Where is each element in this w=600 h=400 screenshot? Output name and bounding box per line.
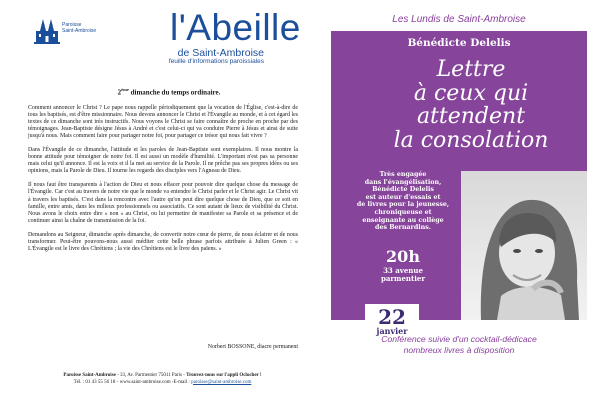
series-title: Les Lundis de Saint-Ambroise	[392, 14, 526, 25]
newsletter-tagline: feuille d'informations paroissiales	[168, 58, 264, 65]
bio-line: dans l'évangélisation,	[364, 178, 442, 186]
church-logo-icon	[34, 16, 60, 44]
event-address	[343, 267, 463, 283]
parish-logo-line: Paroisse	[62, 22, 82, 28]
event-month: janvier	[376, 326, 408, 336]
article-body	[28, 105, 298, 260]
event-title-line: attendent	[416, 104, 526, 129]
speaker-name: Bénédicte Delelis	[407, 37, 511, 49]
article-paragraph: Comment annoncer le Christ ? Le pape nous rappelle périodiquement que la vocation de l'Église, c'est-à-dire de tous les baptisés, est d'être missionnaire. Nous devons annoncer le Christ et l'Évangile au monde, et à cet égard les textes de ce dimanche sont très instructifs. Nous voyons le Christ se faire connaître de proche en proche par des témoignages. Jean-Baptiste désigne Jésus à André et c'est celui-ci qui va conduire Pierre à Jésus et ainsi de suite jusqu'à nous. Mais comment faire pour partager notre foi, pour partager ce trésor qui nous fait vivre ?	[28, 105, 298, 140]
bio-line: Bénédicte Delelis	[372, 186, 434, 194]
article-signature: Norbert BOSSONE, diacre permanent	[207, 344, 298, 350]
bio-line: Très engagée	[379, 171, 427, 178]
footer-email-link[interactable]: paroisse@saint-ambroise.com	[191, 379, 252, 385]
speaker-portrait-image	[461, 171, 587, 320]
event-title-line: à ceux qui	[413, 80, 529, 106]
footer-address: - 33, Av. Parmentier 75011 Paris -	[115, 373, 187, 378]
conference-note	[331, 334, 587, 355]
event-time: 20h	[386, 247, 420, 266]
article-paragraph: Demandons au Seigneur, dimanche après dimanche, de convertir notre cœur de pierre, de nous éclairer et de nous transformer. Peut-être pouvons-nous aussi méditer cette belle phrase parfois attribuée à Julien Green : « L'Évangile est le livre des Chrétiens ; la vie des Chrétiens est le livre des païens. »	[28, 231, 298, 252]
event-title-line: la consolation	[393, 127, 549, 153]
article-paragraph: Il nous faut être transparents à l'action de Dieu et nous effacer pour pouvoir dire quelque chose du message de l'Évangile. Car c'est au travers de notre vie que le monde va entendre le Christ parler et le Christ agir. Le Christ vit à travers les baptisés. C'est dans la rencontre avec l'autre qu'on peut dire quelque chose de Dieu, que ce soit en famille, entre amis, dans les milieux professionnels ou associatifs. Ce sont autant de lieux de visibilité du Christ. Nous avons le choix entre dire « non » au Christ, ou lui permettre de manifester sa Parole et sa présence et de continuer ainsi la chaîne de transmission de la foi.	[28, 182, 298, 224]
speaker-bio	[343, 171, 463, 232]
footer-contact: Tél. : 01 43 55 56 18 - www.saint-ambroise.com -E-mail :	[73, 379, 192, 385]
address-line: parmentier	[380, 274, 426, 283]
article-paragraph: Dans l'Évangile de ce dimanche, l'attitude et les paroles de Jean-Baptiste sont exemplaires. Il nous montre la bonne attitude pour témoigner de notre foi. Il est aussi un modèle d'humilité. L'important n'est pas sa personne mais celui qu'il annonce. Il est la voix et il la met au service de la Parole. Il ne prêche pas ses propres idées ou ses opinions, mais la Parole de Dieu. Il tourne les regards des disciples vers l'Agneau de Dieu.	[28, 147, 298, 175]
parish-logo-line: Saint-Ambroise	[62, 28, 97, 34]
bio-line: des Bernardins.	[375, 224, 431, 232]
heading-suffix: ème	[121, 87, 129, 92]
event-poster	[331, 31, 587, 336]
bio-line: de livres pour la jeunesse,	[356, 201, 450, 209]
heading-text: dimanche du temps ordinaire.	[128, 88, 221, 97]
conference-line: nombreux livres à disposition	[403, 344, 515, 355]
bio-line: chroniqueuse et	[374, 208, 432, 216]
heading-number: 2	[117, 88, 122, 97]
parish-logo-text	[62, 22, 96, 34]
address-line: 33 avenue	[383, 266, 423, 275]
event-title-line: Lettre	[436, 57, 506, 82]
footer-app-text: Trouvez-nous sur l'appli Oclocher !	[186, 373, 262, 378]
bio-line: est auteur d'essais et	[365, 193, 441, 201]
footer-parish-name: Paroisse Saint-Ambroise	[63, 373, 116, 378]
article-heading	[94, 87, 244, 96]
event-day: 22	[378, 305, 406, 329]
footer	[10, 373, 315, 386]
conference-line: Conférence suivie d'un cocktail-dédicace	[381, 334, 537, 344]
newsletter-parish: de Saint-Ambroise	[177, 47, 264, 59]
event-title	[371, 58, 571, 152]
newsletter-title: l'Abeille	[170, 7, 301, 48]
bio-line: enseignante au collège	[362, 216, 444, 224]
footer-line-2	[10, 380, 315, 387]
